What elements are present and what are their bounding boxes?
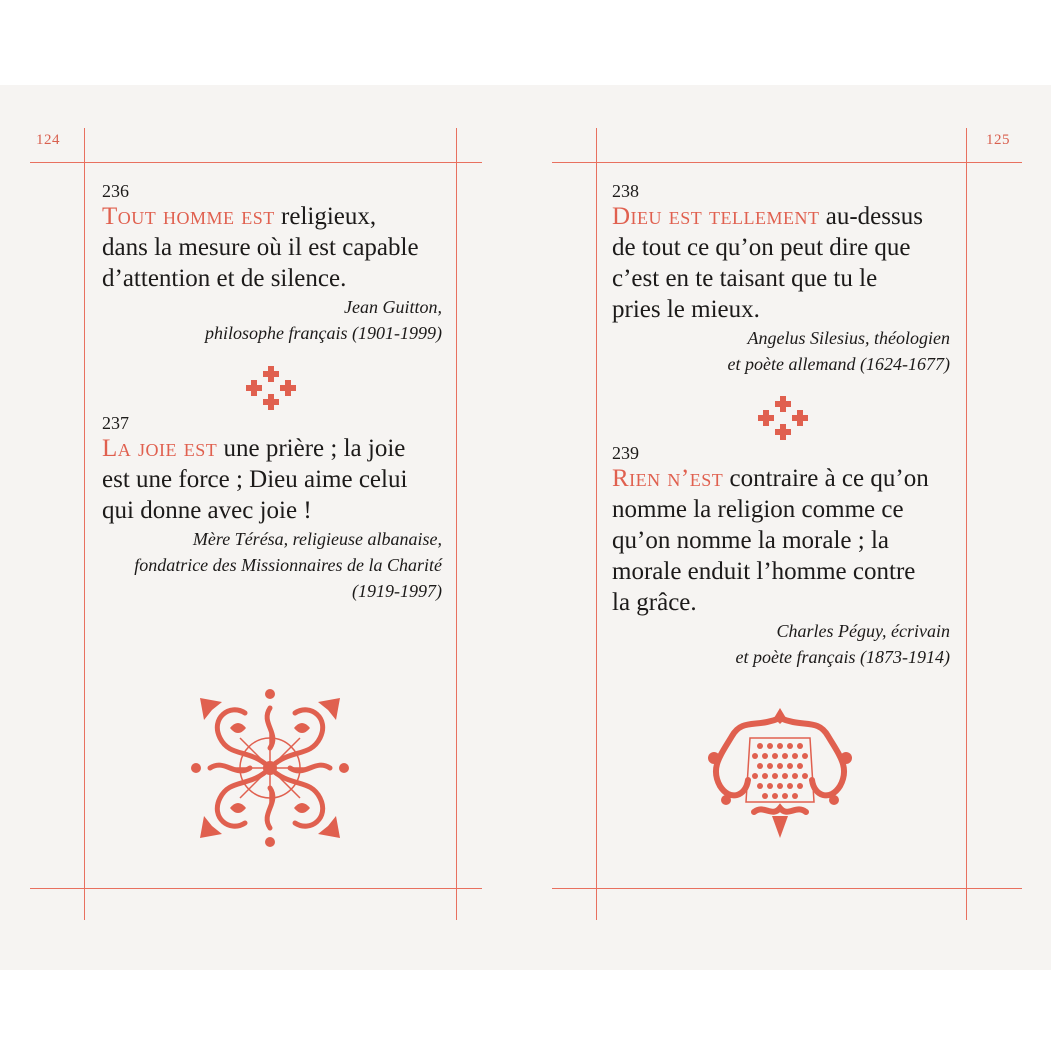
cross-cluster-icon [246, 364, 296, 410]
cartouche-ornament [702, 708, 858, 840]
quote-text: Tout homme est religieux, dans la mesure où il est capable d’attention et de silence. [102, 203, 419, 292]
quote-lead: Rien n’est [612, 465, 724, 492]
quote-text: La joie est une prière ; la joie est une force ; Dieu aime celui qui donne avec joie ! [102, 435, 408, 524]
left-page-number: 124 [36, 132, 60, 148]
right-bottom-rule [552, 888, 1022, 889]
left-inner-rule [456, 128, 457, 920]
left-outer-rule [84, 128, 85, 920]
entry-number: 239 [612, 443, 639, 463]
quote-attribution: Jean Guitton, philosophe français (1901-1999) [205, 297, 442, 343]
entry-number: 237 [102, 413, 129, 433]
quote-lead: Dieu est tellement [612, 203, 820, 230]
quote-attribution: Angelus Silesius, théologien et poète allemand (1624-1677) [727, 328, 950, 374]
quote-entry-237 [102, 413, 442, 604]
quote-attribution: Charles Péguy, écrivain et poète français (1873-1914) [735, 621, 950, 667]
cross-cluster-icon [758, 394, 808, 440]
quote-lead: La joie est [102, 435, 218, 462]
left-bottom-rule [30, 888, 482, 889]
right-outer-rule [966, 128, 967, 920]
right-top-rule [552, 162, 1022, 163]
square-floral-ornament [190, 688, 350, 848]
left-top-rule [30, 162, 482, 163]
quote-text: Rien n’est contraire à ce qu’on nomme la religion comme ce qu’on nomme la morale ; la morale enduit l’homme contre la grâce. [612, 465, 929, 616]
quote-entry-239 [612, 443, 950, 670]
entry-number: 236 [102, 181, 129, 201]
quote-entry-238 [612, 181, 950, 377]
entry-number: 238 [612, 181, 639, 201]
quote-entry-236 [102, 181, 442, 346]
right-page-number: 125 [986, 132, 1010, 148]
quote-text: Dieu est tellement au-dessus de tout ce qu’on peut dire que c’est en te taisant que tu le pries le mieux. [612, 203, 923, 323]
quote-lead: Tout homme est [102, 203, 275, 230]
right-inner-rule [596, 128, 597, 920]
quote-attribution: Mère Térésa, religieuse albanaise, fondatrice des Missionnaires de la Charité (1919-1997) [134, 529, 442, 601]
